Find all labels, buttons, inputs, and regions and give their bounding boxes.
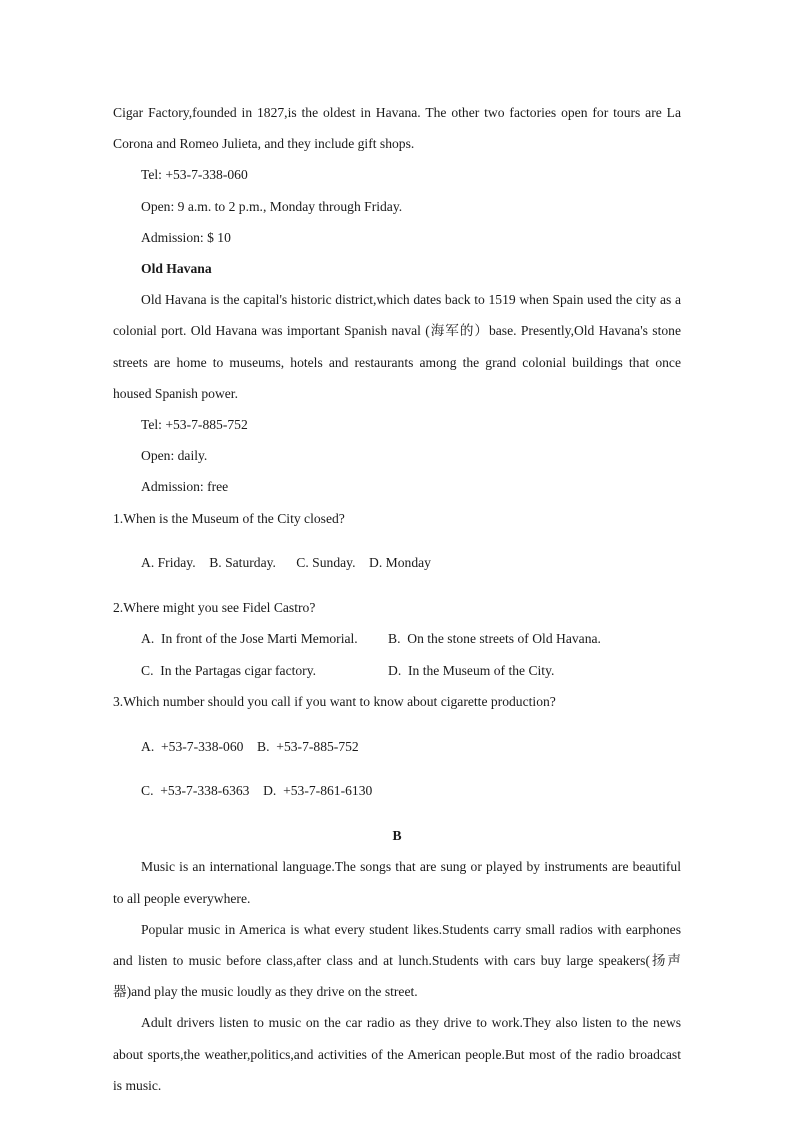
intro-paragraph: Cigar Factory,founded in 1827,is the oldest in Havana. The other two factories open for tours are La Corona and Romeo Julieta, and they include gift shops.: [113, 105, 681, 152]
passage-b-paragraph-2: Popular music in America is what every student likes.Students carry small radios with earphones and listen to music before class,after class and at lunch.Students with cars buy large speakers(扬声器)and play the music loudly as they drive on the street.: [113, 921, 681, 1000]
question-1: 1.When is the Museum of the City closed?: [113, 510, 345, 526]
old-havana-tel: Tel: +53-7-885-752: [141, 417, 248, 433]
section-b-heading: B: [392, 828, 402, 844]
passage-b-paragraph-1: Music is an international language.The songs that are sung or played by instruments are beautiful to all people everywhere.: [113, 859, 681, 906]
option-d: D. In the Museum of the City.: [388, 662, 555, 678]
old-havana-heading: Old Havana: [141, 261, 212, 277]
old-havana-paragraph: Old Havana is the capital's historic district,which dates back to 1519 when Spain used the city as a colonial port. Old Havana was important Spanish naval (海军的）base. Presently,Old Havana's stone streets are home to museums, hotels and restaurants among the grand colonial buildings that once housed Spanish power.: [113, 292, 681, 401]
option-b: B. On the stone streets of Old Havana.: [388, 631, 601, 647]
option-c: C. In the Partagas cigar factory.: [141, 662, 317, 678]
option-a: A. In front of the Jose Marti Memorial.: [141, 631, 358, 647]
factory-admission: Admission: $ 10: [141, 229, 231, 245]
passage-b-paragraph-3: Adult drivers listen to music on the car radio as they drive to work.They also listen to the news about sports,the weather,politics,and activities of the American people.But most of the radio broadcast is music.: [113, 1015, 681, 1093]
question-3: 3.Which number should you call if you want to know about cigarette production?: [113, 693, 556, 709]
factory-open: Open: 9 a.m. to 2 p.m., Monday through Friday.: [141, 198, 403, 214]
question-2: 2.Where might you see Fidel Castro?: [113, 600, 316, 616]
question-3-options-cd: C. +53-7-338-6363 D. +53-7-861-6130: [141, 783, 373, 799]
old-havana-open: Open: daily.: [141, 448, 208, 464]
question-1-options: A. Friday. B. Saturday. C. Sunday. D. Monday: [141, 555, 431, 571]
factory-tel: Tel: +53-7-338-060: [141, 167, 248, 183]
question-2-options-row-1: [113, 623, 681, 654]
question-2-options-row-2: [113, 655, 681, 686]
old-havana-admission: Admission: free: [141, 479, 229, 495]
question-3-options-ab: A. +53-7-338-060 B. +53-7-885-752: [141, 738, 359, 754]
document-page: [113, 97, 681, 1101]
